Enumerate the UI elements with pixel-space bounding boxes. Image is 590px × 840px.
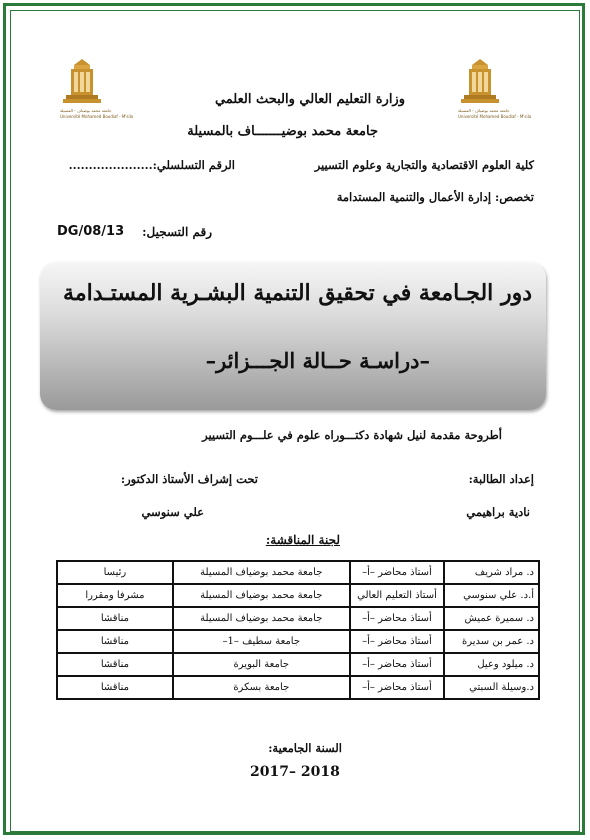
member-rank: أستاذ محاضر –أ–	[350, 607, 445, 630]
logo-caption: جامعة محمد بوضياف - المسيلة	[458, 108, 510, 113]
member-role: رئيسا	[57, 561, 173, 584]
university-logo-right	[458, 57, 532, 119]
registration-label: رقم التسجيل:	[142, 225, 212, 239]
student-name: نادية براهيمي	[466, 505, 530, 519]
member-role: مناقشا	[57, 676, 173, 699]
member-rank: أستاذ محاضر –أ–	[350, 561, 445, 584]
thesis-subtitle-case-study: –دراسـة حــالة الجـــزائر–	[205, 348, 430, 373]
member-university: جامعة محمد بوضياف المسيلة	[173, 561, 350, 584]
university-emblem-icon	[60, 57, 104, 107]
specialty: تخصص: إدارة الأعمال والتنمية المستدامة	[336, 190, 534, 204]
committee-row	[57, 653, 539, 676]
member-name: أ.د. علي سنوسي	[444, 584, 539, 607]
member-rank: أستاذ التعليم العالي	[350, 584, 445, 607]
committee-row	[57, 676, 539, 699]
registration-number: DG/08/13	[57, 224, 125, 239]
member-university: جامعة بسكرة	[173, 676, 350, 699]
committee-row	[57, 630, 539, 653]
member-name: د. ميلود وعيل	[444, 653, 539, 676]
committee-table	[56, 560, 540, 700]
committee-row	[57, 584, 539, 607]
logo-caption-en: Université Mohamed Boudiaf - M'sila	[458, 114, 532, 119]
faculty-name: كلية العلوم الاقتصادية والتجارية وعلوم التسيير	[314, 158, 534, 172]
university-emblem-icon	[458, 57, 502, 107]
member-university: جامعة سطيف –1–	[173, 630, 350, 653]
member-name: د. مراد شريف	[444, 561, 539, 584]
academic-year-label: السنة الجامعية:	[268, 741, 342, 755]
member-name: د. عمر بن سديرة	[444, 630, 539, 653]
logo-caption-en: Université Mohamed Boudiaf - M'sila	[60, 114, 134, 119]
member-university: جامعة محمد بوضياف المسيلة	[173, 607, 350, 630]
supervisor-name: علي سنوسي	[141, 505, 204, 519]
member-name: د. سميرة عميش	[444, 607, 539, 630]
thesis-description: أطروحة مقدمة لنيل شهادة دكتـــوراه علوم في علـــوم التسيير	[202, 428, 502, 442]
member-role: مناقشا	[57, 653, 173, 676]
member-rank: أستاذ محاضر –أ–	[350, 676, 445, 699]
member-university: جامعة محمد بوضياف المسيلة	[173, 584, 350, 607]
thesis-title: دور الجـامعة في تحقيق التنمية البشـرية المستـدامة	[63, 280, 532, 306]
member-rank: أستاذ محاضر –أ–	[350, 653, 445, 676]
committee-row	[57, 607, 539, 630]
member-role: مشرفا ومقررا	[57, 584, 173, 607]
logo-caption: جامعة محمد بوضياف - المسيلة	[60, 108, 112, 113]
supervisor-label: تحت إشراف الأستاذ الدكتور:	[120, 472, 258, 486]
member-rank: أستاذ محاضر –أ–	[350, 630, 445, 653]
student-label: إعداد الطالبة:	[468, 472, 534, 486]
member-role: مناقشا	[57, 630, 173, 653]
academic-year: 2017– 2018	[250, 764, 340, 780]
committee-row	[57, 561, 539, 584]
serial-number-label: الرقم التسلسلي:.....................	[68, 158, 235, 172]
committee-title: لجنة المناقشة:	[265, 533, 340, 547]
ministry-name: وزارة التعليم العالي والبحث العلمي	[214, 92, 405, 107]
university-logo-left	[60, 57, 134, 119]
member-name: د.وسيلة السبتي	[444, 676, 539, 699]
member-university: جامعة البويرة	[173, 653, 350, 676]
member-role: مناقشا	[57, 607, 173, 630]
university-name: جامعة محمد بوضيـــــــاف بالمسيلة	[187, 124, 378, 139]
